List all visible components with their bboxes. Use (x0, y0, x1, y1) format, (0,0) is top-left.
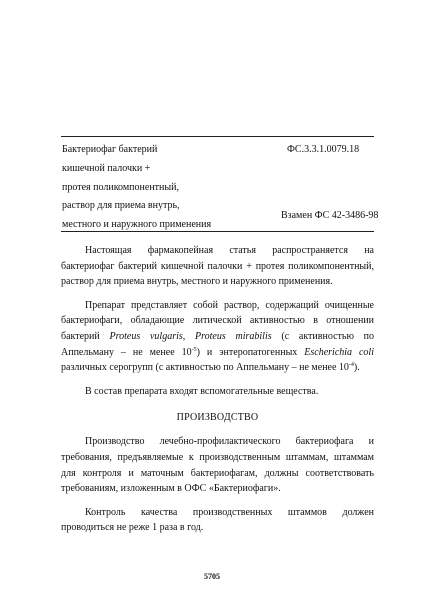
title-line: протея поликомпонентный, (62, 181, 179, 193)
monograph-code: ФС.3.3.1.0079.18 (287, 144, 360, 155)
title-line: раствор для приема внутрь, (62, 200, 180, 212)
quality-control-paragraph: Контроль качества производственных штаммов должен проводиться не реже 1 раза в год. (61, 506, 374, 534)
title-line: кишечной палочки + (62, 162, 151, 174)
header-top-rule (61, 136, 374, 137)
species-proteus: Proteus vulgaris, Proteus mirabilis (109, 330, 272, 342)
text-span: (с активностью по Аппельману – не менее 10 (61, 330, 375, 358)
composition-paragraph (61, 298, 374, 376)
header-bottom-rule (61, 231, 374, 232)
text-span: ) и энтеропатогенных (196, 346, 305, 358)
exponent: -5 (191, 346, 197, 353)
title-line: местного и наружного применения (62, 219, 212, 231)
title-line: Бактериофаг бактерий (62, 144, 158, 155)
page-number: 5705 (204, 572, 220, 581)
species-escherichia: Escherichia coli (304, 346, 374, 358)
excipients-paragraph: В состав препарата входят вспомогательные вещества. (85, 385, 319, 397)
exponent: -4 (348, 362, 354, 369)
monograph-body (61, 243, 374, 544)
intro-paragraph: Настоящая фармакопейная статья распространяется на бактериофаг бактерий кишечной палочки + протея поликомпонентный, раствор для приема внутрь, местного и наружного применения. (61, 245, 374, 288)
text-span: различных серогрупп (с активностью по Аппельману – не менее 10 (61, 362, 349, 374)
text-span: ). (353, 362, 360, 374)
section-heading: ПРОИЗВОДСТВО (176, 412, 259, 424)
monograph-title (62, 145, 252, 239)
replaces-note: Взамен ФС 42-3486-98 (281, 210, 379, 221)
text-span: Препарат представляет собой раствор, содержащий очищенные бактериофаги, обладающие литической активностью в отношении бактерий (61, 299, 374, 342)
production-paragraph: Производство лечебно-профилактического бактериофага и требования, предъявляемые к производственным штаммам, штаммам для контроля и маточным бактериофагам, должны соответствовать требованиям, изложенным в ОФС «Бактериофаги». (61, 436, 374, 495)
